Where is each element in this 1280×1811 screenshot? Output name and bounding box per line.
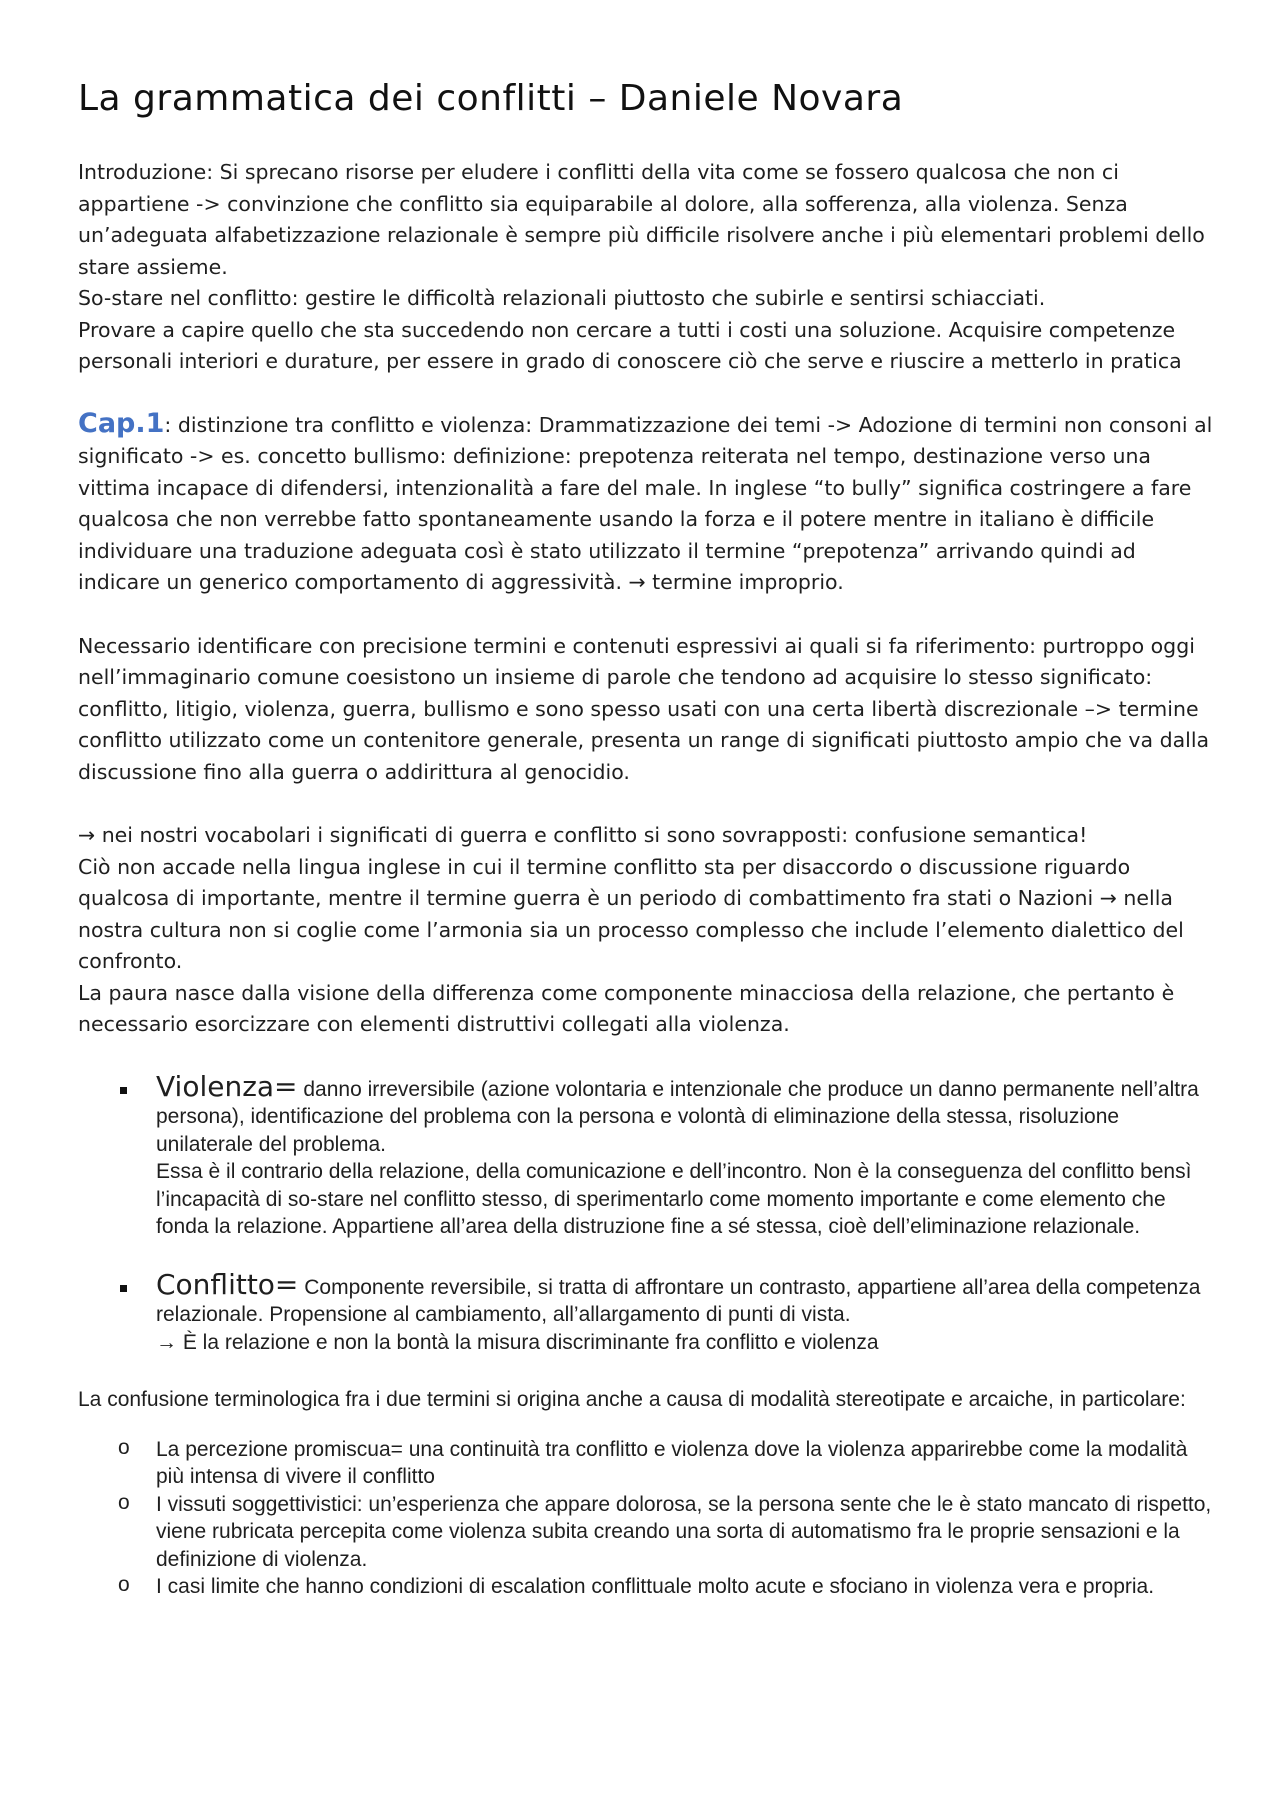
semantic-paragraph-1: → nei nostri vocabolari i significati di guerra e conflitto si sono sovrapposti: confusione semantica! bbox=[78, 823, 1088, 847]
definition-term: Conflitto= bbox=[156, 1267, 299, 1301]
definition-text: danno irreversibile (azione volontaria e intenzionale che produce un danno permanente nell’altra persona), identificazione del problema con la persona e volontà di eliminazione della stessa, risoluzione unilaterale del problema. bbox=[156, 1077, 1199, 1156]
definitions-list bbox=[78, 1069, 1213, 1357]
chapter-1-paragraph bbox=[78, 408, 1213, 599]
definition-text: Essa è il contrario della relazione, della comunicazione e dell’incontro. Non è la conseguenza del conflitto bensì l’incapacità di so-stare nel conflitto stesso, di sperimentarlo come momento importante e come elemento che fonda la relazione. Appartiene all’area della distruzione fine a sé stessa, cioè dell’eliminazione relazionale. bbox=[156, 1160, 1192, 1238]
confusion-intro: La confusione terminologica fra i due termini si origina anche a causa di modalità stereotipate e arcaiche, in particolare: bbox=[78, 1388, 1186, 1411]
definition-conflitto bbox=[78, 1267, 1213, 1357]
definition-text: Componente reversibile, si tratta di affrontare un contrasto, appartiene all’area della competenza relazionale. Propensione al cambiamento, all’allargamento di punti di vista. bbox=[156, 1275, 1201, 1326]
list-item: o La percezione promiscua= una continuità tra conflitto e violenza dove la violenza apparirebbe come la modalità più intensa di vivere il conflitto bbox=[118, 1435, 1188, 1488]
semantic-paragraph-2: Ciò non accade nella lingua inglese in cui il termine conflitto sta per disaccordo o discussione riguardo qualcosa di importante, mentre il termine guerra è un periodo di combattimento fra stati o Nazioni → nella nostra cultura non si coglie come l’armonia sia un processo complesso che include l’elemento dialettico del confronto. bbox=[78, 854, 1184, 973]
list-item: o I vissuti soggettivistici: un’esperienza che appare dolorosa, se la persona sente che le è stato mancato di rispetto, viene rubricata percepita come violenza subita creando una sorta di automatismo fra le proprie sensazioni e la definizione di violenza. bbox=[118, 1490, 1212, 1571]
circle-bullet-icon: o bbox=[118, 1490, 130, 1514]
chapter-1-text: : distinzione tra conflitto e violenza: Drammatizzazione dei temi -> Adozione di termini non consoni al significato -> es. concetto bullismo: definizione: prepotenza reiterata nel tempo, destinazione verso una vittima incapace di difendersi, intenzionalità a fare del male. In inglese “to bully” significa costringere a fare qualcosa che non verrebbe fatto spontaneamente usando la forza e il potere mentre in italiano è difficile individuare una traduzione adeguata così è stato utilizzato il termine “prepotenza” arrivando quindi ad indicare un generico comportamento di aggressività. → termine improprio. bbox=[78, 412, 1213, 594]
circle-bullet-icon: o bbox=[118, 1573, 130, 1596]
definition-text: → È la relazione e non la bontà la misura discriminante fra conflitto e violenza bbox=[156, 1330, 879, 1354]
intro-paragraph-1: Introduzione: Si sprecano risorse per eludere i conflitti della vita come se fossero qualcosa che non ci appartiene -> convinzione che conflitto sia equiparabile al dolore, alla sofferenza, alla violenza. Senza un’adeguata alfabetizzazione relazionale è sempre più difficile risolvere anche i più elementari problemi dello stare assieme. bbox=[78, 160, 1205, 279]
terms-paragraph: Necessario identificare con precisione termini e contenuti espressivi ai quali si fa riferimento: purtroppo oggi nell’immaginario comune coesistono un insieme di parole che tendono ad acquisire lo stesso significato: conflitto, litigio, violenza, guerra, bullismo e sono spesso usati con una certa libertà discrezionale –> termine conflitto utilizzato come un contenitore generale, presenta un range di significati piuttosto ampio che va dalla discussione fino alla guerra o addirittura al genocidio. bbox=[78, 633, 1210, 784]
square-bullet-icon bbox=[120, 1087, 127, 1094]
document-title: La grammatica dei conflitti – Daniele Novara bbox=[78, 78, 904, 119]
circle-bullet-icon: o bbox=[118, 1435, 130, 1459]
square-bullet-icon bbox=[120, 1285, 127, 1292]
definition-violenza bbox=[78, 1069, 1213, 1241]
intro-paragraph-3: Provare a capire quello che sta succedendo non cercare a tutti i costi una soluzione. Acquisire competenze personali interiori e durature, per essere in grado di conoscere ciò che serve e riuscire a metterlo in pratica bbox=[78, 317, 1182, 373]
definition-term: Violenza= bbox=[156, 1069, 298, 1103]
causes-list bbox=[78, 1436, 1213, 1601]
intro-paragraph-2: So-stare nel conflitto: gestire le difficoltà relazionali piuttosto che subirle e sentirsi schiacciati. bbox=[78, 286, 1046, 310]
semantic-confusion-block bbox=[78, 820, 1213, 1041]
chapter-1-label: Cap.1 bbox=[78, 407, 165, 439]
introduction bbox=[78, 157, 1213, 378]
semantic-paragraph-3: La paura nasce dalla visione della differenza come componente minacciosa della relazione, che pertanto è necessario esorcizzare con elementi distruttivi collegati alla violenza. bbox=[78, 980, 1175, 1036]
document-page bbox=[78, 78, 1213, 1601]
list-item: o I casi limite che hanno condizioni di escalation conflittuale molto acute e sfociano in violenza vera e propria. bbox=[118, 1573, 1155, 1598]
